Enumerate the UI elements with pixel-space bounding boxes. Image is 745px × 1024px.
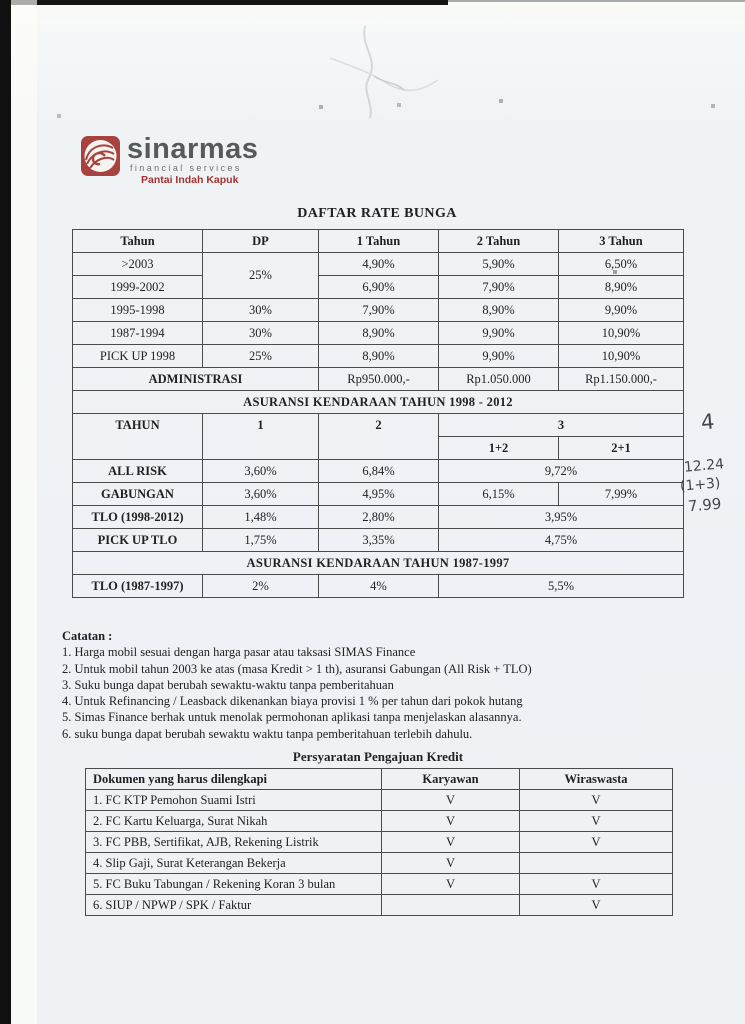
table-cell: 30% — [203, 299, 319, 322]
brand-tagline: financial services — [130, 163, 242, 173]
scan-edge-top — [0, 0, 448, 5]
table-cell: 25% — [203, 253, 319, 299]
table-header-row — [73, 230, 684, 253]
checkmark-cell: V — [382, 832, 520, 853]
table-row — [73, 253, 684, 276]
table-cell: 9,90% — [439, 322, 559, 345]
checkmark-cell: V — [382, 790, 520, 811]
table-cell: 1995-1998 — [73, 299, 203, 322]
checkmark-cell: V — [520, 811, 673, 832]
table-row — [73, 299, 684, 322]
table-cell: 2. FC Kartu Keluarga, Surat Nikah — [86, 811, 382, 832]
catatan-item: 5. Simas Finance berhak untuk menolak permohonan aplikasi tanpa menjelaskan alasannya. — [62, 710, 522, 725]
catatan-item: 4. Untuk Refinancing / Leasback dikenankan biaya provisi 1 % per tahun dari pokok hutang — [62, 694, 523, 709]
catatan-title: Catatan : — [62, 629, 113, 643]
table-cell: 4. Slip Gaji, Surat Keterangan Bekerja — [86, 853, 382, 874]
table-row — [86, 874, 673, 895]
table-row — [73, 506, 684, 529]
table-cell: 9,90% — [559, 299, 684, 322]
table-cell: 6,50% — [559, 253, 684, 276]
table-cell: 1,48% — [203, 506, 319, 529]
handwritten-note: 7.99 — [687, 494, 723, 516]
table-cell: 1 Tahun — [319, 230, 439, 253]
persyaratan-title: Persyaratan Pengajuan Kredit — [292, 749, 464, 764]
rate-list-title: DAFTAR RATE BUNGA — [297, 206, 457, 221]
table-cell: 6,84% — [319, 460, 439, 483]
table-cell: 4,75% — [439, 529, 684, 552]
table-cell: 2+1 — [559, 437, 684, 460]
table-cell: 10,90% — [559, 322, 684, 345]
table-cell: 5,5% — [439, 575, 684, 598]
checkmark-cell: V — [382, 874, 520, 895]
table-cell: 6,15% — [439, 483, 559, 506]
rate-table — [72, 229, 684, 598]
table-cell: 5. FC Buku Tabungan / Rekening Koran 3 bulan — [86, 874, 382, 895]
table-row — [86, 790, 673, 811]
scan-specks — [0, 0, 2, 2]
table-cell: 3,95% — [439, 506, 684, 529]
table-cell: 30% — [203, 322, 319, 345]
section-header-row — [73, 391, 684, 414]
checkmark-cell: V — [382, 811, 520, 832]
table-cell: TAHUN — [73, 414, 203, 460]
table-cell: Rp1.150.000,- — [559, 368, 684, 391]
table-row — [73, 460, 684, 483]
table-cell: 3. FC PBB, Sertifikat, AJB, Rekening Listrik — [86, 832, 382, 853]
handwritten-note: (1+3) — [679, 475, 722, 495]
table-cell: 7,99% — [559, 483, 684, 506]
table-cell: TLO (1998-2012) — [73, 506, 203, 529]
table-cell: 5,90% — [439, 253, 559, 276]
table-cell: 3 Tahun — [559, 230, 684, 253]
table-cell: 8,90% — [439, 299, 559, 322]
table-row — [73, 345, 684, 368]
table-cell: GABUNGAN — [73, 483, 203, 506]
catatan-item: 2. Untuk mobil tahun 2003 ke atas (masa Kredit > 1 th), asuransi Gabungan (All Risk + TLO) — [62, 661, 532, 676]
table-cell: Rp950.000,- — [319, 368, 439, 391]
table-cell: 3,35% — [319, 529, 439, 552]
table-cell: 8,90% — [319, 322, 439, 345]
brand-wordmark: sinarmas — [127, 133, 259, 165]
section-header-row — [73, 552, 684, 575]
table-cell: 2 — [319, 414, 439, 460]
sinarmas-swirl-icon — [80, 134, 121, 178]
paper-crease-mark — [270, 18, 490, 128]
table-cell: 1+2 — [439, 437, 559, 460]
table-cell: DP — [203, 230, 319, 253]
catatan-item: 1. Harga mobil sesuai dengan harga pasar atau taksasi SIMAS Finance — [62, 645, 416, 660]
table-cell: 7,90% — [439, 276, 559, 299]
table-cell: ADMINISTRASI — [73, 368, 319, 391]
table-cell: 2% — [203, 575, 319, 598]
table-cell: Dokumen yang harus dilengkapi — [86, 769, 382, 790]
table-row — [73, 483, 684, 506]
table-row — [86, 811, 673, 832]
table-cell: Tahun — [73, 230, 203, 253]
table-cell: 6. SIUP / NPWP / SPK / Faktur — [86, 895, 382, 916]
sinarmas-logo — [80, 134, 258, 186]
table-cell: 1,75% — [203, 529, 319, 552]
table-cell: 4% — [319, 575, 439, 598]
section-title: ASURANSI KENDARAAN TAHUN 1998 - 2012 — [73, 391, 684, 414]
table-row — [73, 575, 684, 598]
section-title: ASURANSI KENDARAAN TAHUN 1987-1997 — [73, 552, 684, 575]
administrasi-row — [73, 368, 684, 391]
checkmark-cell: V — [382, 853, 520, 874]
table-cell: 1. FC KTP Pemohon Suami Istri — [86, 790, 382, 811]
table-cell: 1987-1994 — [73, 322, 203, 345]
handwritten-note: 12.24 — [683, 456, 725, 476]
table-cell: 6,90% — [319, 276, 439, 299]
table-cell: 3,60% — [203, 483, 319, 506]
table-cell: 1999-2002 — [73, 276, 203, 299]
catatan-section — [62, 628, 687, 742]
checkmark-cell: V — [520, 832, 673, 853]
table-cell: 3 — [439, 414, 684, 437]
table-row — [86, 853, 673, 874]
table-cell: 9,72% — [439, 460, 684, 483]
handwritten-note: 4 — [699, 409, 716, 435]
table-cell: Rp1.050.000 — [439, 368, 559, 391]
table-cell: 2 Tahun — [439, 230, 559, 253]
table-header-row — [73, 414, 684, 437]
table-row — [73, 322, 684, 345]
paper-margin — [11, 0, 37, 1024]
catatan-item: 6. suku bunga dapat berubah sewaktu waktu tanpa pemberitahuan terlebih dahulu. — [62, 726, 473, 741]
table-row — [86, 832, 673, 853]
persyaratan-table — [85, 768, 673, 916]
table-row — [73, 276, 684, 299]
table-cell: 7,90% — [319, 299, 439, 322]
table-cell: 3,60% — [203, 460, 319, 483]
table-cell: 2,80% — [319, 506, 439, 529]
table-cell: 10,90% — [559, 345, 684, 368]
checkmark-cell — [382, 895, 520, 916]
table-cell: 4,95% — [319, 483, 439, 506]
table-cell: PICK UP TLO — [73, 529, 203, 552]
table-cell: 8,90% — [319, 345, 439, 368]
table-cell: TLO (1987-1997) — [73, 575, 203, 598]
scan-edge-left — [0, 0, 11, 1024]
checkmark-cell: V — [520, 790, 673, 811]
table-cell: Wiraswasta — [520, 769, 673, 790]
table-cell: >2003 — [73, 253, 203, 276]
checkmark-cell: V — [520, 895, 673, 916]
table-header-row — [86, 769, 673, 790]
table-row — [86, 895, 673, 916]
table-cell: 9,90% — [439, 345, 559, 368]
table-cell: 25% — [203, 345, 319, 368]
catatan-item: 3. Suku bunga dapat berubah sewaktu-waktu tanpa pemberitahuan — [62, 677, 394, 692]
table-cell: 1 — [203, 414, 319, 460]
table-cell: PICK UP 1998 — [73, 345, 203, 368]
checkmark-cell — [520, 853, 673, 874]
checkmark-cell: V — [520, 874, 673, 895]
table-cell: 8,90% — [559, 276, 684, 299]
table-row — [73, 529, 684, 552]
table-cell: Karyawan — [382, 769, 520, 790]
table-cell: ALL RISK — [73, 460, 203, 483]
table-cell: 4,90% — [319, 253, 439, 276]
branch-name: Pantai Indah Kapuk — [141, 174, 239, 186]
